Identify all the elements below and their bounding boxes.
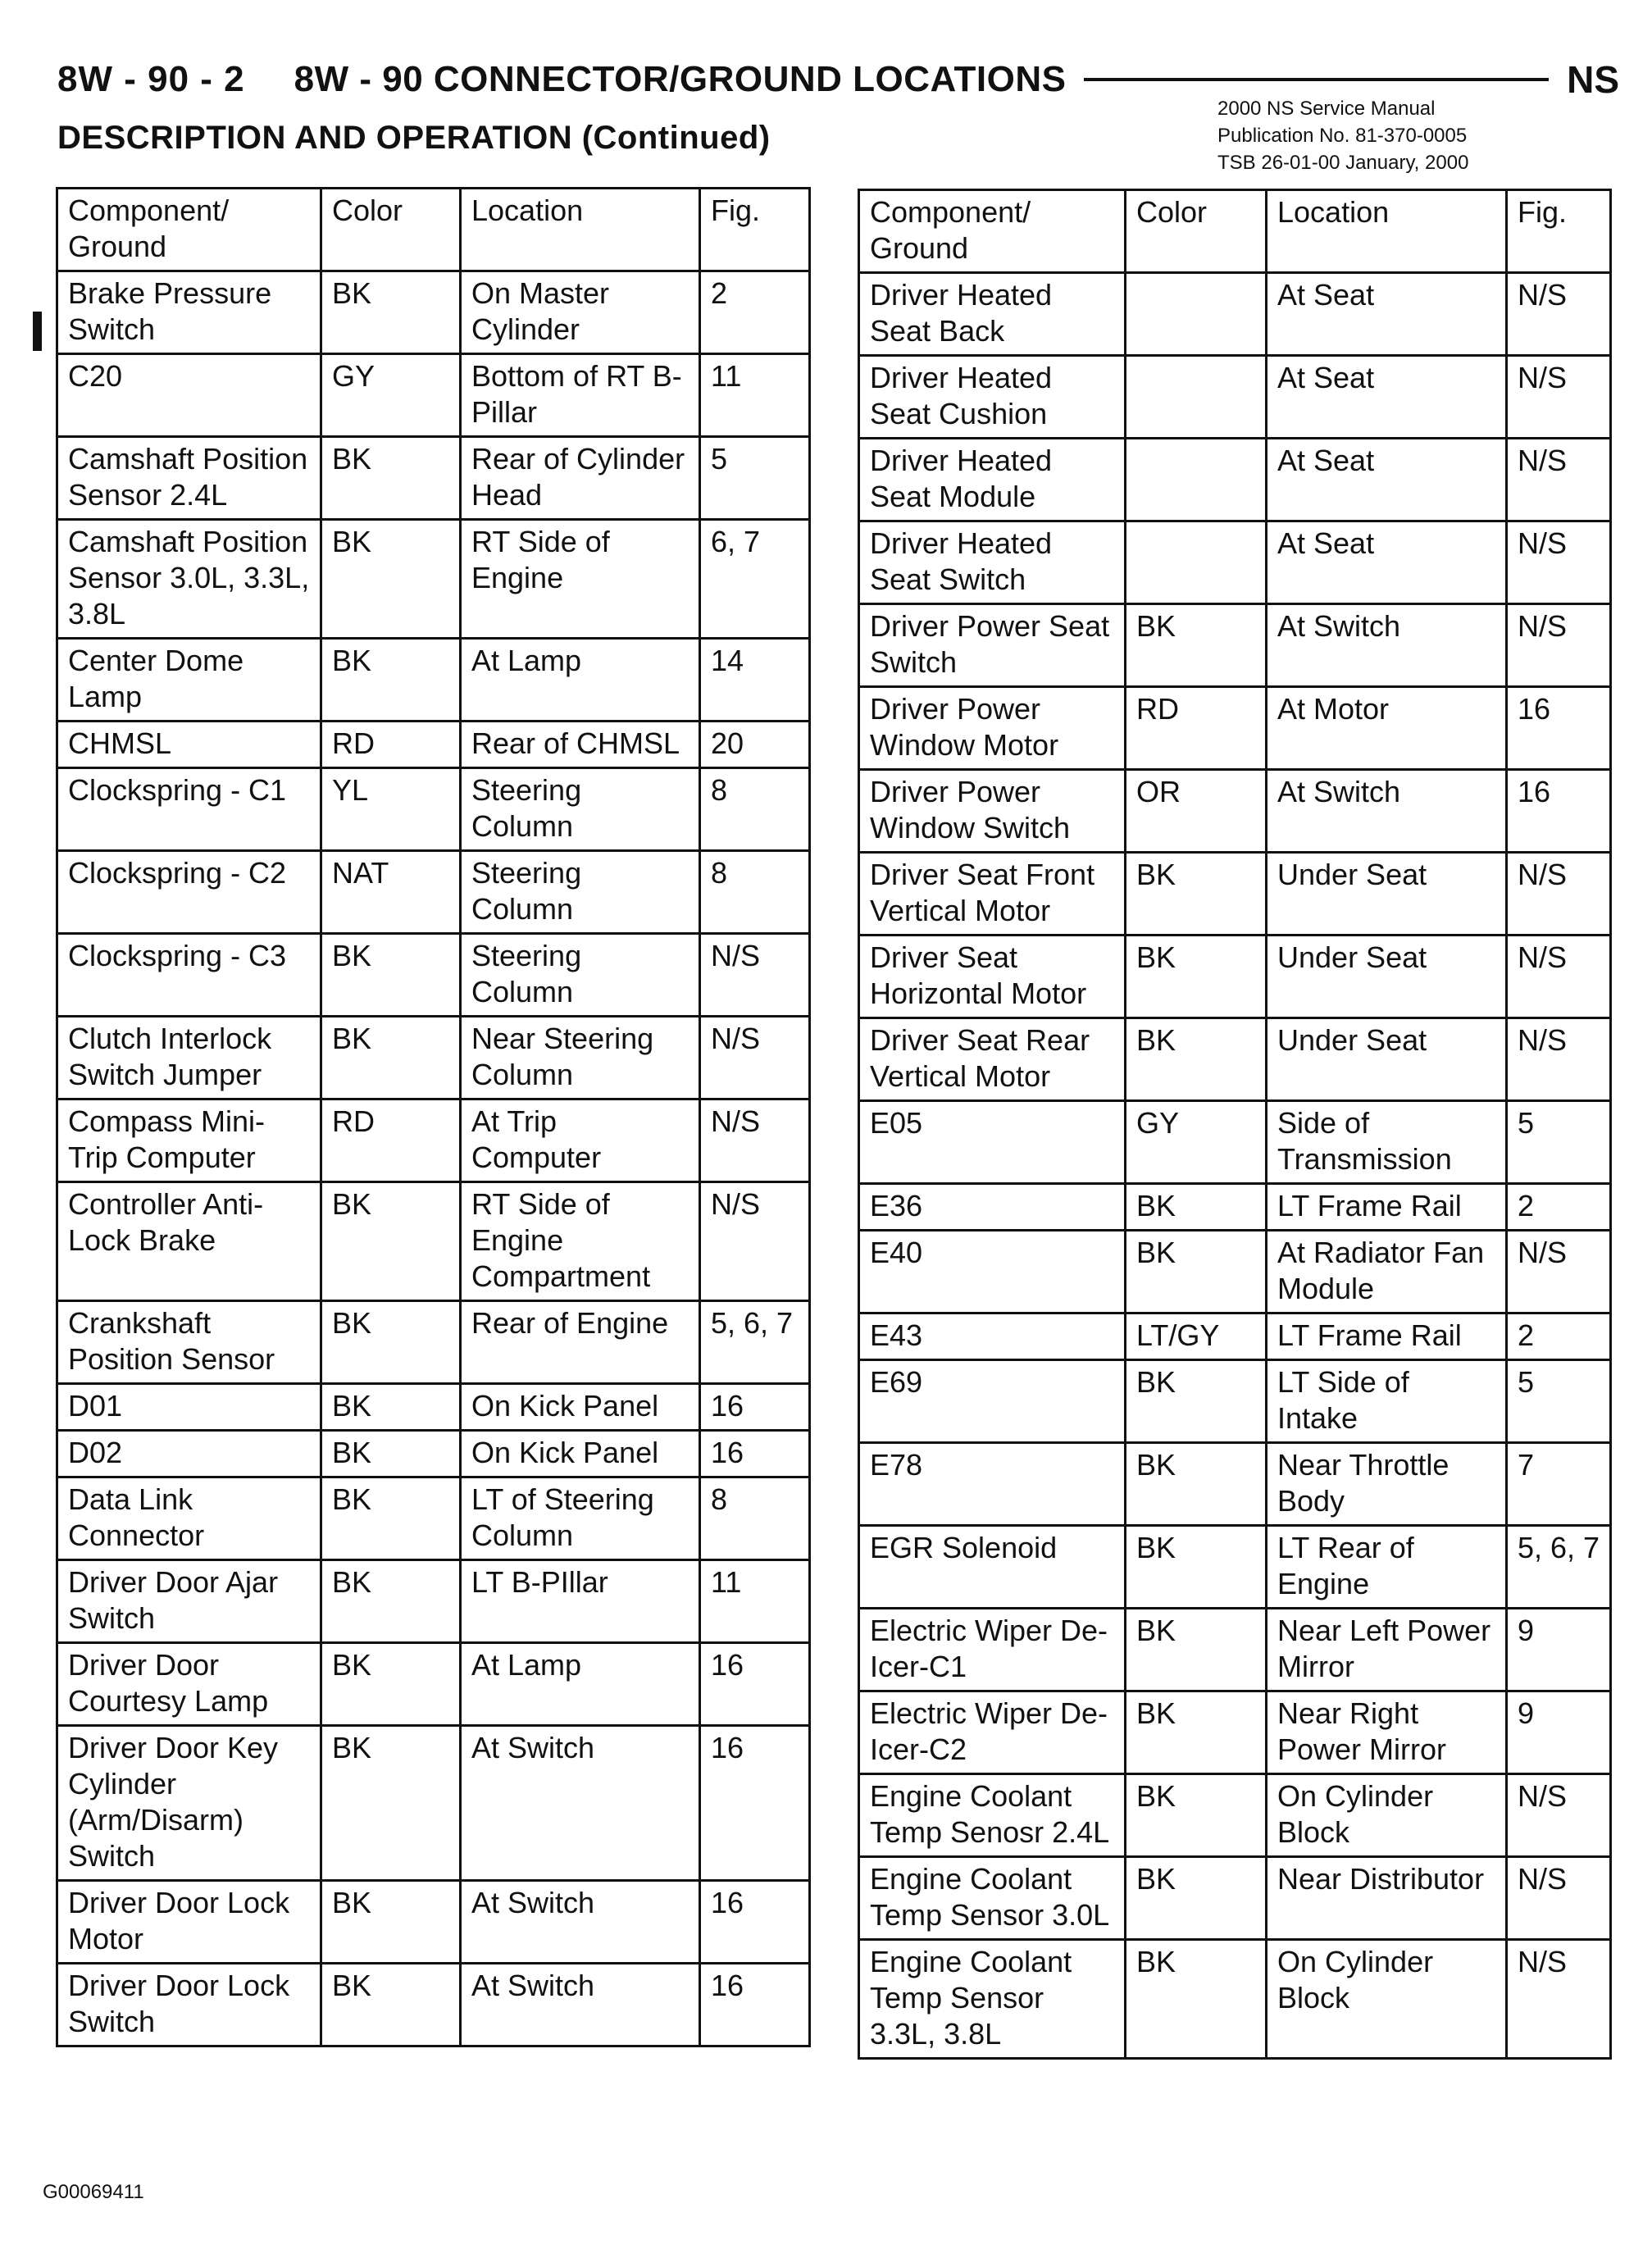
cell-fig: 5 xyxy=(1507,1101,1611,1184)
cell-fig: 11 xyxy=(700,354,810,437)
table-row xyxy=(57,1643,810,1726)
cell-color: BK xyxy=(321,1431,461,1477)
table-row xyxy=(57,520,810,639)
cell-location: On Kick Panel xyxy=(461,1384,700,1431)
cell-location: At Seat xyxy=(1267,356,1507,439)
table-row xyxy=(57,1560,810,1643)
page-code: 8W - 90 - 2 xyxy=(57,59,245,99)
cell-location: Under Seat xyxy=(1267,936,1507,1018)
table-row xyxy=(57,851,810,934)
cell-component: Driver Door Courtesy Lamp xyxy=(57,1643,321,1726)
header-component: Component/ Ground xyxy=(57,189,321,271)
table-row xyxy=(57,1964,810,2046)
cell-location: Near Throttle Body xyxy=(1267,1443,1507,1526)
cell-component: E40 xyxy=(859,1231,1126,1313)
cell-color: BK xyxy=(1126,1526,1267,1609)
cell-color: RD xyxy=(321,722,461,768)
cell-fig: N/S xyxy=(700,1099,810,1182)
cell-location: LT of Steering Column xyxy=(461,1477,700,1560)
cell-location: On Master Cylinder xyxy=(461,271,700,354)
cell-fig: N/S xyxy=(1507,936,1611,1018)
cell-location: LT Rear of Engine xyxy=(1267,1526,1507,1609)
table-row xyxy=(57,768,810,851)
cell-component: Driver Power Window Switch xyxy=(859,770,1126,853)
cell-color xyxy=(1126,521,1267,604)
cell-location: Near Left Power Mirror xyxy=(1267,1609,1507,1691)
cell-component: Crankshaft Position Sensor xyxy=(57,1301,321,1384)
table-row xyxy=(859,1609,1611,1691)
cell-component: Driver Heated Seat Back xyxy=(859,273,1126,356)
header-component: Component/ Ground xyxy=(859,190,1126,273)
cell-component: Driver Heated Seat Switch xyxy=(859,521,1126,604)
cell-location: LT B-PIllar xyxy=(461,1560,700,1643)
cell-component: Electric Wiper De-Icer-C2 xyxy=(859,1691,1126,1774)
table-row xyxy=(859,1774,1611,1857)
cell-color xyxy=(1126,356,1267,439)
header-rule xyxy=(1084,78,1549,81)
cell-location: Rear of CHMSL xyxy=(461,722,700,768)
cell-component: Engine Coolant Temp Senosr 2.4L xyxy=(859,1774,1126,1857)
cell-component: E05 xyxy=(859,1101,1126,1184)
figure-id: G00069411 xyxy=(43,2181,144,2203)
cell-component: E69 xyxy=(859,1360,1126,1443)
cell-color: BK xyxy=(1126,604,1267,687)
cell-color: BK xyxy=(1126,1231,1267,1313)
cell-color: BK xyxy=(1126,1857,1267,1940)
cell-fig: N/S xyxy=(1507,853,1611,936)
cell-location: Steering Column xyxy=(461,934,700,1017)
cell-location: Bottom of RT B-Pillar xyxy=(461,354,700,437)
table-row xyxy=(859,1231,1611,1313)
cell-component: Brake Pressure Switch xyxy=(57,271,321,354)
cell-fig: 5 xyxy=(700,437,810,520)
table-row xyxy=(859,1526,1611,1609)
cell-fig: N/S xyxy=(1507,604,1611,687)
cell-location: At Switch xyxy=(461,1726,700,1881)
cell-component: Electric Wiper De-Icer-C1 xyxy=(859,1609,1126,1691)
cell-location: Rear of Cylinder Head xyxy=(461,437,700,520)
cell-location: At Switch xyxy=(461,1964,700,2046)
header-location: Location xyxy=(1267,190,1507,273)
header-fig: Fig. xyxy=(700,189,810,271)
cell-location: Rear of Engine xyxy=(461,1301,700,1384)
cell-location: Near Right Power Mirror xyxy=(1267,1691,1507,1774)
table-row xyxy=(57,354,810,437)
cell-color: BK xyxy=(1126,1940,1267,2059)
cell-fig: 16 xyxy=(1507,687,1611,770)
cell-color: RD xyxy=(1126,687,1267,770)
cell-color: BK xyxy=(1126,1774,1267,1857)
cell-component: Driver Seat Horizontal Motor xyxy=(859,936,1126,1018)
cell-color: BK xyxy=(321,520,461,639)
cell-fig: N/S xyxy=(1507,1857,1611,1940)
cell-color: BK xyxy=(1126,853,1267,936)
cell-component: Engine Coolant Temp Sensor 3.3L, 3.8L xyxy=(859,1940,1126,2059)
cell-color: GY xyxy=(1126,1101,1267,1184)
cell-location: At Switch xyxy=(1267,604,1507,687)
table-row xyxy=(57,1384,810,1431)
cell-component: Driver Heated Seat Module xyxy=(859,439,1126,521)
table-row xyxy=(57,1099,810,1182)
cell-color: GY xyxy=(321,354,461,437)
cell-color: OR xyxy=(1126,770,1267,853)
cell-fig: N/S xyxy=(1507,1940,1611,2059)
cell-color: BK xyxy=(321,1301,461,1384)
cell-color xyxy=(1126,273,1267,356)
cell-component: E36 xyxy=(859,1184,1126,1231)
cell-component: EGR Solenoid xyxy=(859,1526,1126,1609)
cell-component: Driver Power Window Motor xyxy=(859,687,1126,770)
cell-color: YL xyxy=(321,768,461,851)
cell-color: BK xyxy=(1126,936,1267,1018)
page-title: 8W - 90 CONNECTOR/GROUND LOCATIONS xyxy=(294,59,1067,99)
cell-component: Driver Seat Rear Vertical Motor xyxy=(859,1018,1126,1101)
cell-location: LT Frame Rail xyxy=(1267,1184,1507,1231)
cell-color: BK xyxy=(321,437,461,520)
cell-fig: 5, 6, 7 xyxy=(1507,1526,1611,1609)
cell-fig: N/S xyxy=(1507,1018,1611,1101)
cell-color: BK xyxy=(321,1726,461,1881)
cell-color: BK xyxy=(321,1477,461,1560)
cell-location: At Radiator Fan Module xyxy=(1267,1231,1507,1313)
cell-location: On Kick Panel xyxy=(461,1431,700,1477)
manual-name: 2000 NS Service Manual xyxy=(1217,98,1436,120)
table-row xyxy=(859,521,1611,604)
cell-location: Near Steering Column xyxy=(461,1017,700,1099)
cell-color: NAT xyxy=(321,851,461,934)
cell-location: At Seat xyxy=(1267,439,1507,521)
connector-table-right xyxy=(858,189,1612,2060)
cell-color: BK xyxy=(321,1384,461,1431)
cell-color: BK xyxy=(1126,1184,1267,1231)
cell-location: At Seat xyxy=(1267,521,1507,604)
cell-fig: 9 xyxy=(1507,1691,1611,1774)
table-row xyxy=(859,1940,1611,2059)
cell-component: E78 xyxy=(859,1443,1126,1526)
cell-fig: N/S xyxy=(1507,1231,1611,1313)
cell-component: Data Link Connector xyxy=(57,1477,321,1560)
cell-fig: 8 xyxy=(700,768,810,851)
cell-fig: N/S xyxy=(700,1182,810,1301)
cell-color xyxy=(1126,439,1267,521)
table-row xyxy=(57,639,810,722)
publication-info xyxy=(1217,95,1468,176)
table-row xyxy=(57,934,810,1017)
table-row xyxy=(57,1881,810,1964)
cell-color: BK xyxy=(1126,1360,1267,1443)
cell-location: Under Seat xyxy=(1267,853,1507,936)
cell-fig: 20 xyxy=(700,722,810,768)
table-row xyxy=(859,356,1611,439)
cell-fig: 8 xyxy=(700,851,810,934)
cell-color: BK xyxy=(321,934,461,1017)
cell-component: Clockspring - C3 xyxy=(57,934,321,1017)
cell-component: Driver Seat Front Vertical Motor xyxy=(859,853,1126,936)
cell-location: RT Side of Engine xyxy=(461,520,700,639)
cell-component: Driver Door Lock Motor xyxy=(57,1881,321,1964)
cell-color: BK xyxy=(1126,1018,1267,1101)
cell-component: D01 xyxy=(57,1384,321,1431)
cell-component: Camshaft Position Sensor 3.0L, 3.3L, 3.8L xyxy=(57,520,321,639)
cell-color: BK xyxy=(321,271,461,354)
cell-location: Near Distributor xyxy=(1267,1857,1507,1940)
table-row xyxy=(859,604,1611,687)
cell-fig: 2 xyxy=(700,271,810,354)
cell-fig: N/S xyxy=(700,1017,810,1099)
cell-fig: 5, 6, 7 xyxy=(700,1301,810,1384)
cell-component: Driver Heated Seat Cushion xyxy=(859,356,1126,439)
cell-location: LT Frame Rail xyxy=(1267,1313,1507,1360)
cell-fig: 16 xyxy=(1507,770,1611,853)
cell-fig: 2 xyxy=(1507,1313,1611,1360)
cell-component: CHMSL xyxy=(57,722,321,768)
cell-fig: N/S xyxy=(1507,1774,1611,1857)
table-row xyxy=(57,1301,810,1384)
cell-location: At Switch xyxy=(461,1881,700,1964)
cell-location: At Trip Computer xyxy=(461,1099,700,1182)
header-color: Color xyxy=(321,189,461,271)
cell-fig: 5 xyxy=(1507,1360,1611,1443)
cell-fig: 6, 7 xyxy=(700,520,810,639)
model-code: NS xyxy=(1567,58,1619,101)
cell-color: BK xyxy=(321,1017,461,1099)
table-row xyxy=(859,1184,1611,1231)
table-row xyxy=(57,1017,810,1099)
cell-component: Center Dome Lamp xyxy=(57,639,321,722)
cell-component: Camshaft Position Sensor 2.4L xyxy=(57,437,321,520)
cell-component: C20 xyxy=(57,354,321,437)
table-row xyxy=(57,1726,810,1881)
table-row xyxy=(859,1360,1611,1443)
table-row xyxy=(859,687,1611,770)
cell-color: BK xyxy=(321,1182,461,1301)
header-fig: Fig. xyxy=(1507,190,1611,273)
table-row xyxy=(57,722,810,768)
cell-fig: N/S xyxy=(1507,521,1611,604)
cell-location: At Lamp xyxy=(461,639,700,722)
connector-table-left xyxy=(56,187,811,2047)
cell-component: E43 xyxy=(859,1313,1126,1360)
cell-component: Clockspring - C2 xyxy=(57,851,321,934)
cell-location: On Cylinder Block xyxy=(1267,1940,1507,2059)
cell-color: BK xyxy=(321,1560,461,1643)
header-color: Color xyxy=(1126,190,1267,273)
cell-fig: 14 xyxy=(700,639,810,722)
cell-location: Steering Column xyxy=(461,768,700,851)
tsb-info: TSB 26-01-00 January, 2000 xyxy=(1217,152,1469,174)
cell-color: BK xyxy=(1126,1691,1267,1774)
table-header-row xyxy=(859,190,1611,273)
cell-fig: 11 xyxy=(700,1560,810,1643)
cell-location: At Seat xyxy=(1267,273,1507,356)
cell-fig: 16 xyxy=(700,1384,810,1431)
cell-fig: 7 xyxy=(1507,1443,1611,1526)
cell-color: BK xyxy=(321,639,461,722)
cell-location: LT Side of Intake xyxy=(1267,1360,1507,1443)
cell-location: At Switch xyxy=(1267,770,1507,853)
table-row xyxy=(859,1101,1611,1184)
cell-fig: 8 xyxy=(700,1477,810,1560)
cell-fig: N/S xyxy=(1507,439,1611,521)
cell-location: Under Seat xyxy=(1267,1018,1507,1101)
revision-change-bar xyxy=(33,312,42,351)
cell-component: Compass Mini-Trip Computer xyxy=(57,1099,321,1182)
table-row xyxy=(859,439,1611,521)
cell-fig: 16 xyxy=(700,1881,810,1964)
table-row xyxy=(57,437,810,520)
cell-component: Driver Door Ajar Switch xyxy=(57,1560,321,1643)
cell-fig: 2 xyxy=(1507,1184,1611,1231)
cell-location: Side of Transmission xyxy=(1267,1101,1507,1184)
table-row xyxy=(859,770,1611,853)
cell-component: Clockspring - C1 xyxy=(57,768,321,851)
table-row xyxy=(859,273,1611,356)
table-row xyxy=(859,936,1611,1018)
cell-location: On Cylinder Block xyxy=(1267,1774,1507,1857)
table-row xyxy=(859,1313,1611,1360)
cell-fig: 16 xyxy=(700,1726,810,1881)
section-title: DESCRIPTION AND OPERATION (Continued) xyxy=(57,120,771,156)
cell-location: RT Side of Engine Compartment xyxy=(461,1182,700,1301)
table-row xyxy=(57,1477,810,1560)
cell-component: Engine Coolant Temp Sensor 3.0L xyxy=(859,1857,1126,1940)
cell-color: LT/GY xyxy=(1126,1313,1267,1360)
cell-color: BK xyxy=(321,1964,461,2046)
cell-location: Steering Column xyxy=(461,851,700,934)
cell-color: BK xyxy=(1126,1609,1267,1691)
header-location: Location xyxy=(461,189,700,271)
cell-component: D02 xyxy=(57,1431,321,1477)
table-row xyxy=(859,1018,1611,1101)
table-row xyxy=(859,1443,1611,1526)
cell-fig: N/S xyxy=(1507,273,1611,356)
cell-location: At Motor xyxy=(1267,687,1507,770)
cell-color: BK xyxy=(321,1881,461,1964)
cell-component: Clutch Interlock Switch Jumper xyxy=(57,1017,321,1099)
table-row xyxy=(859,1857,1611,1940)
cell-component: Driver Door Key Cylinder (Arm/Disarm) Switch xyxy=(57,1726,321,1881)
table-row xyxy=(57,1431,810,1477)
cell-component: Driver Door Lock Switch xyxy=(57,1964,321,2046)
cell-color: BK xyxy=(321,1643,461,1726)
cell-color: BK xyxy=(1126,1443,1267,1526)
cell-fig: N/S xyxy=(700,934,810,1017)
cell-color: RD xyxy=(321,1099,461,1182)
cell-fig: 16 xyxy=(700,1431,810,1477)
publication-number: Publication No. 81-370-0005 xyxy=(1217,125,1468,147)
cell-location: At Lamp xyxy=(461,1643,700,1726)
cell-fig: N/S xyxy=(1507,356,1611,439)
table-header-row xyxy=(57,189,810,271)
table-row xyxy=(57,271,810,354)
cell-component: Driver Power Seat Switch xyxy=(859,604,1126,687)
table-row xyxy=(859,1691,1611,1774)
cell-fig: 16 xyxy=(700,1643,810,1726)
cell-component: Controller Anti-Lock Brake xyxy=(57,1182,321,1301)
table-row xyxy=(57,1182,810,1301)
cell-fig: 16 xyxy=(700,1964,810,2046)
cell-fig: 9 xyxy=(1507,1609,1611,1691)
table-row xyxy=(859,853,1611,936)
